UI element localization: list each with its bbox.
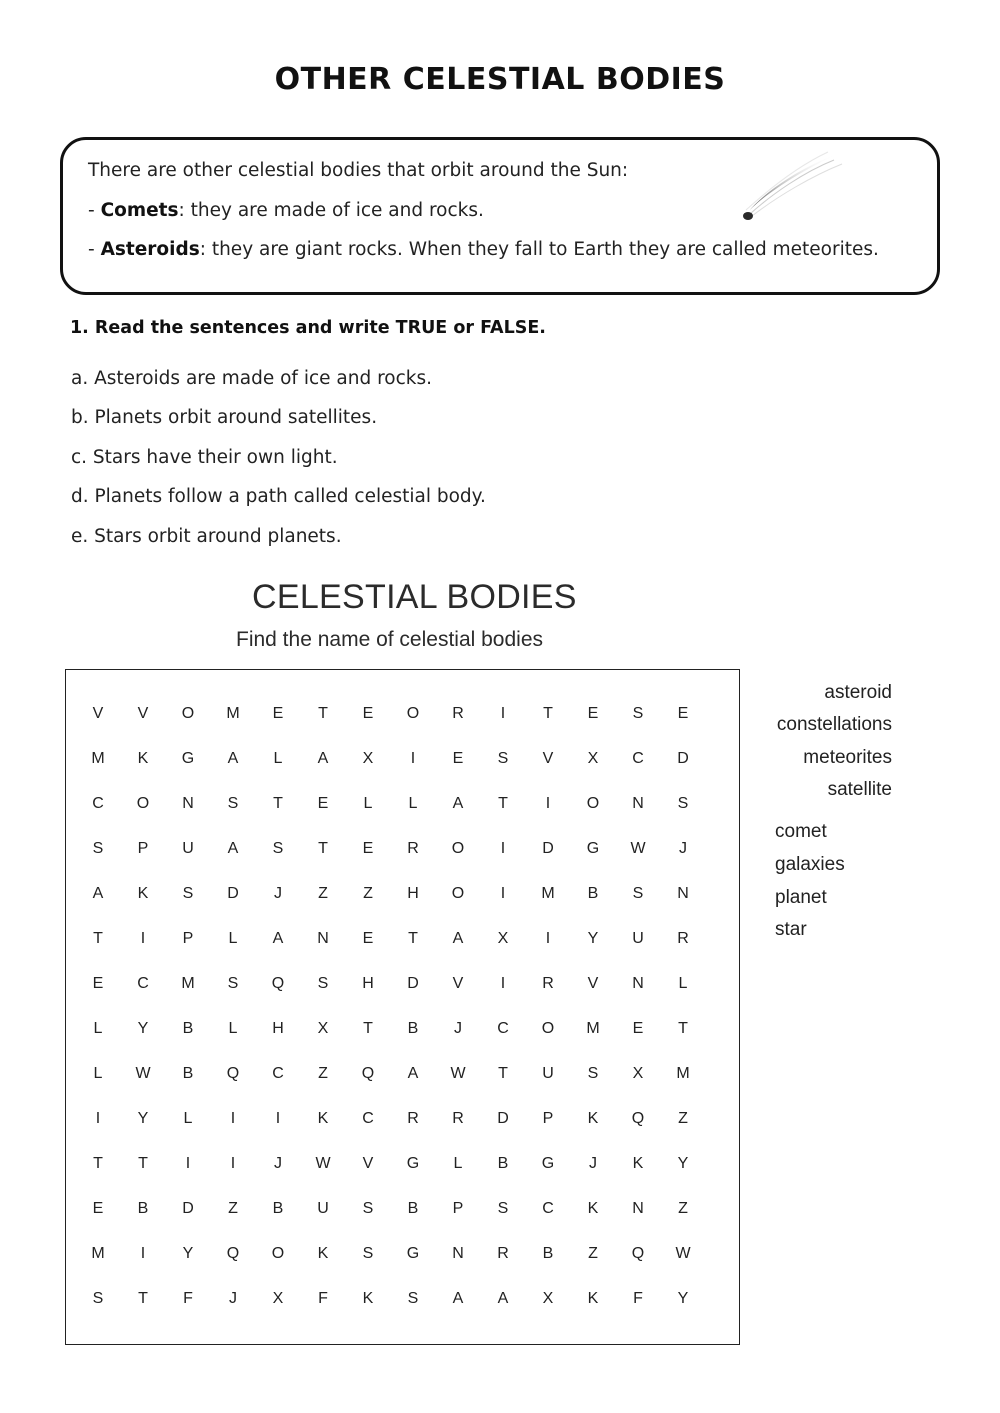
grid-cell: V	[542, 750, 554, 767]
grid-cell: L	[273, 750, 283, 767]
grid-cell: B	[542, 1245, 554, 1262]
grid-cell: V	[452, 975, 464, 992]
grid-cell: X	[317, 1020, 329, 1037]
grid-cell: L	[408, 795, 418, 812]
grid-cell: E	[587, 705, 599, 722]
grid-cell: E	[92, 1200, 104, 1217]
grid-cell: X	[632, 1065, 644, 1082]
grid-cell: E	[677, 705, 689, 722]
grid-cell: L	[93, 1065, 103, 1082]
grid-cell: E	[632, 1020, 644, 1037]
grid-cell: I	[275, 1110, 281, 1127]
sentence-b: b. Planets orbit around satellites.	[71, 407, 378, 428]
word-comet: comet	[775, 821, 827, 842]
grid-cell: U	[542, 1065, 554, 1082]
grid-cell: O	[541, 1020, 555, 1037]
grid-cell: G	[586, 840, 600, 857]
grid-cell: L	[93, 1020, 103, 1037]
grid-cell: N	[452, 1245, 464, 1262]
grid-cell: B	[497, 1155, 509, 1172]
grid-cell: T	[408, 930, 418, 947]
grid-cell: S	[227, 975, 239, 992]
comets-prefix: -	[88, 200, 101, 221]
grid-cell: D	[227, 885, 239, 902]
grid-cell: D	[182, 1200, 194, 1217]
grid-cell: T	[93, 930, 103, 947]
grid-cell: I	[185, 1155, 191, 1172]
grid-cell: K	[587, 1290, 599, 1307]
grid-cell: P	[182, 930, 194, 947]
grid-cell: K	[587, 1110, 599, 1127]
grid-cell: B	[182, 1065, 194, 1082]
grid-cell: A	[317, 750, 329, 767]
grid-cell: A	[272, 930, 284, 947]
grid-cell: A	[227, 840, 239, 857]
grid-cell: M	[586, 1020, 600, 1037]
sentence-a: a. Asteroids are made of ice and rocks.	[71, 368, 433, 389]
grid-cell: K	[317, 1245, 329, 1262]
word-asteroid: asteroid	[824, 682, 892, 703]
grid-cell: Q	[226, 1065, 240, 1082]
grid-cell: L	[678, 975, 688, 992]
grid-cell: R	[677, 930, 689, 947]
grid-cell: T	[363, 1020, 373, 1037]
grid-cell: Q	[271, 975, 285, 992]
grid-cell: G	[406, 1155, 420, 1172]
grid-cell: K	[587, 1200, 599, 1217]
grid-cell: S	[92, 1290, 104, 1307]
grid-cell: U	[632, 930, 644, 947]
grid-cell: X	[497, 930, 509, 947]
grid-cell: Y	[137, 1020, 149, 1037]
grid-cell: Z	[588, 1245, 598, 1262]
grid-cell: T	[318, 705, 328, 722]
grid-cell: J	[454, 1020, 462, 1037]
grid-cell: W	[450, 1065, 466, 1082]
sentence-e: e. Stars orbit around planets.	[71, 526, 342, 547]
grid-cell: V	[137, 705, 149, 722]
grid-cell: S	[677, 795, 689, 812]
grid-cell: Q	[226, 1245, 240, 1262]
grid-cell: L	[183, 1110, 193, 1127]
grid-cell: F	[633, 1290, 643, 1307]
grid-cell: W	[675, 1245, 691, 1262]
grid-cell: T	[498, 795, 508, 812]
grid-cell: V	[362, 1155, 374, 1172]
grid-cell: F	[318, 1290, 328, 1307]
grid-cell: W	[315, 1155, 331, 1172]
asteroids-prefix: -	[88, 239, 101, 260]
grid-cell: T	[138, 1290, 148, 1307]
grid-cell: X	[272, 1290, 284, 1307]
grid-cell: P	[542, 1110, 554, 1127]
grid-cell: N	[317, 930, 329, 947]
grid-cell: T	[498, 1065, 508, 1082]
grid-cell: I	[545, 795, 551, 812]
grid-cell: I	[500, 840, 506, 857]
grid-cell: Z	[678, 1200, 688, 1217]
grid-cell: V	[92, 705, 104, 722]
grid-cell: I	[500, 885, 506, 902]
grid-cell: F	[183, 1290, 193, 1307]
grid-cell: S	[317, 975, 329, 992]
wordsearch-title: CELESTIAL BODIES	[252, 578, 577, 616]
grid-cell: T	[273, 795, 283, 812]
grid-cell: S	[227, 795, 239, 812]
grid-cell: O	[451, 885, 465, 902]
grid-cell: A	[92, 885, 104, 902]
exercise-title: 1. Read the sentences and write TRUE or FALSE.	[70, 318, 546, 338]
grid-cell: I	[230, 1110, 236, 1127]
grid-cell: D	[542, 840, 554, 857]
grid-cell: O	[136, 795, 150, 812]
grid-cell: J	[274, 1155, 282, 1172]
grid-cell: L	[228, 930, 238, 947]
grid-cell: S	[362, 1245, 374, 1262]
grid-cell: I	[500, 975, 506, 992]
grid-cell: Q	[631, 1110, 645, 1127]
grid-cell: S	[632, 885, 644, 902]
info-asteroids	[88, 239, 879, 260]
grid-cell: E	[452, 750, 464, 767]
grid-cell: S	[497, 1200, 509, 1217]
grid-cell: A	[452, 1290, 464, 1307]
grid-cell: M	[91, 750, 105, 767]
grid-cell: T	[93, 1155, 103, 1172]
grid-cell: M	[541, 885, 555, 902]
grid-cell: D	[677, 750, 689, 767]
info-intro: There are other celestial bodies that orbit around the Sun:	[88, 160, 629, 181]
wordsearch-grid	[65, 669, 740, 1345]
grid-cell: K	[362, 1290, 374, 1307]
grid-cell: O	[181, 705, 195, 722]
grid-cell: I	[140, 1245, 146, 1262]
grid-cell: Y	[137, 1110, 149, 1127]
grid-cell: R	[542, 975, 554, 992]
grid-cell: M	[676, 1065, 690, 1082]
grid-cell: L	[363, 795, 373, 812]
grid-cell: R	[452, 1110, 464, 1127]
word-meteorites: meteorites	[803, 747, 892, 768]
grid-cell: N	[632, 975, 644, 992]
grid-cell: S	[182, 885, 194, 902]
grid-cell: C	[272, 1065, 284, 1082]
grid-cell: C	[497, 1020, 509, 1037]
grid-cell: N	[677, 885, 689, 902]
grid-cell: W	[630, 840, 646, 857]
grid-cell: I	[95, 1110, 101, 1127]
grid-cell: Z	[228, 1200, 238, 1217]
grid-cell: S	[497, 750, 509, 767]
grid-cell: N	[632, 1200, 644, 1217]
grid-cell: G	[406, 1245, 420, 1262]
grid-cell: E	[362, 930, 374, 947]
grid-cell: H	[272, 1020, 284, 1037]
grid-cell: B	[272, 1200, 284, 1217]
grid-cell: U	[182, 840, 194, 857]
grid-cell: L	[453, 1155, 463, 1172]
grid-cell: U	[317, 1200, 329, 1217]
grid-cell: M	[91, 1245, 105, 1262]
grid-cell: K	[317, 1110, 329, 1127]
grid-cell: C	[632, 750, 644, 767]
grid-cell: Z	[363, 885, 373, 902]
grid-cell: S	[587, 1065, 599, 1082]
grid-cell: J	[679, 840, 687, 857]
grid-cell: A	[407, 1065, 419, 1082]
grid-cell: Z	[318, 885, 328, 902]
word-planet: planet	[775, 887, 827, 908]
grid-cell: L	[228, 1020, 238, 1037]
word-galaxies: galaxies	[775, 854, 845, 875]
grid-cell: E	[272, 705, 284, 722]
asteroids-term: Asteroids	[100, 239, 200, 260]
grid-cell: B	[137, 1200, 149, 1217]
grid-cell: M	[226, 705, 240, 722]
comet-illustration	[738, 150, 848, 225]
grid-cell: S	[272, 840, 284, 857]
grid-cell: O	[586, 795, 600, 812]
grid-cell: G	[541, 1155, 555, 1172]
grid-cell: T	[678, 1020, 688, 1037]
grid-cell: C	[92, 795, 104, 812]
grid-cell: P	[137, 840, 149, 857]
grid-cell: A	[497, 1290, 509, 1307]
grid-cell: A	[452, 930, 464, 947]
asteroids-text: : they are giant rocks. When they fall to Earth they are called meteorites.	[199, 239, 879, 260]
grid-cell: E	[317, 795, 329, 812]
grid-cell: W	[135, 1065, 151, 1082]
grid-cell: I	[410, 750, 416, 767]
word-satellite: satellite	[827, 779, 892, 800]
comets-text: : they are made of ice and rocks.	[178, 200, 484, 221]
grid-cell: E	[362, 840, 374, 857]
grid-cell: R	[497, 1245, 509, 1262]
grid-cell: V	[587, 975, 599, 992]
grid-cell: K	[632, 1155, 644, 1172]
grid-cell: Y	[182, 1245, 194, 1262]
grid-cell: E	[92, 975, 104, 992]
grid-cell: N	[632, 795, 644, 812]
grid-cell: J	[589, 1155, 597, 1172]
grid-cell: M	[181, 975, 195, 992]
sentence-d: d. Planets follow a path called celestial body.	[71, 486, 486, 507]
grid-cell: H	[362, 975, 374, 992]
page-title: OTHER CELESTIAL BODIES	[274, 62, 726, 97]
grid-cell: B	[182, 1020, 194, 1037]
grid-cell: B	[407, 1200, 419, 1217]
comets-term: Comets	[100, 200, 179, 221]
grid-cell: S	[92, 840, 104, 857]
grid-cell: Y	[677, 1290, 689, 1307]
grid-cell: X	[542, 1290, 554, 1307]
grid-cell: T	[138, 1155, 148, 1172]
grid-cell: G	[181, 750, 195, 767]
word-star: star	[775, 919, 807, 940]
grid-cell: S	[407, 1290, 419, 1307]
sentence-c: c. Stars have their own light.	[71, 447, 338, 468]
grid-cell: C	[362, 1110, 374, 1127]
grid-cell: K	[137, 750, 149, 767]
grid-cell: C	[137, 975, 149, 992]
grid-cell: R	[407, 840, 419, 857]
grid-cell: H	[407, 885, 419, 902]
grid-cell: Z	[678, 1110, 688, 1127]
grid-cell: X	[362, 750, 374, 767]
grid-cell: O	[451, 840, 465, 857]
grid-cell: S	[632, 705, 644, 722]
grid-cell: D	[497, 1110, 509, 1127]
word-constellations: constellations	[776, 714, 892, 735]
grid-cell: R	[407, 1110, 419, 1127]
grid-cell: T	[543, 705, 553, 722]
grid-cell: I	[140, 930, 146, 947]
grid-cell: C	[542, 1200, 554, 1217]
grid-cell: O	[406, 705, 420, 722]
grid-cell: J	[274, 885, 282, 902]
grid-cell: D	[407, 975, 419, 992]
info-comets	[88, 200, 484, 221]
wordsearch-subtitle: Find the name of celestial bodies	[236, 628, 544, 651]
grid-cell: A	[227, 750, 239, 767]
grid-cell: Q	[631, 1245, 645, 1262]
grid-cell: R	[452, 705, 464, 722]
grid-cell: B	[587, 885, 599, 902]
grid-cell: X	[587, 750, 599, 767]
grid-cell: Z	[318, 1065, 328, 1082]
grid-cell: B	[407, 1020, 419, 1037]
grid-cell: N	[182, 795, 194, 812]
grid-cell: Y	[587, 930, 599, 947]
grid-cell: I	[230, 1155, 236, 1172]
grid-cell: E	[362, 705, 374, 722]
grid-cell: I	[500, 705, 506, 722]
grid-cell: S	[362, 1200, 374, 1217]
grid-cell: J	[229, 1290, 237, 1307]
grid-cell: T	[318, 840, 328, 857]
grid-cell: P	[452, 1200, 464, 1217]
grid-cell: K	[137, 885, 149, 902]
grid-cell: I	[545, 930, 551, 947]
grid-cell: O	[271, 1245, 285, 1262]
grid-cell: Q	[361, 1065, 375, 1082]
grid-cell: A	[452, 795, 464, 812]
grid-cell: Y	[677, 1155, 689, 1172]
